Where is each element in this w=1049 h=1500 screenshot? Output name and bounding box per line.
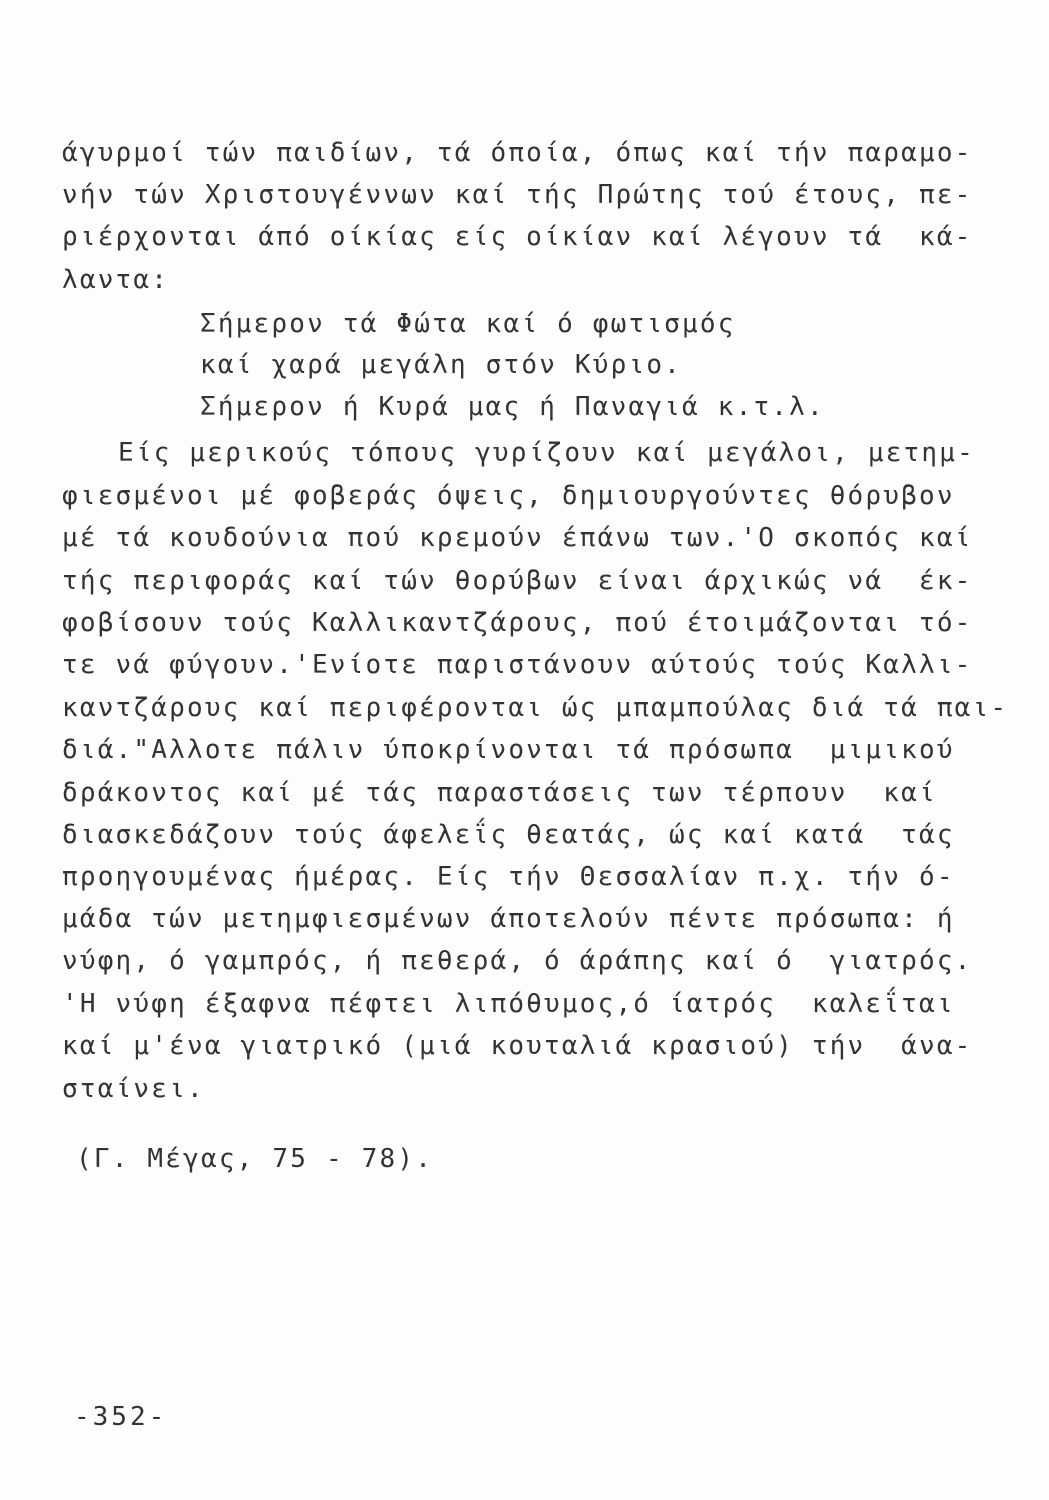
text-line: φοβίσουν τούς Καλλικαντζάρους, πού έτοιμάζονται τό- <box>62 608 973 638</box>
text-line: καντζάρους καί περιφέρονται ώς μπαμπούλας διά τά παι- <box>62 693 1009 723</box>
text-line: νύφη, ό γαμπρός, ή πεθερά, ό άράπης καί ό γιατρός. <box>62 946 973 976</box>
text-line: διά."Αλλοτε πάλιν ύποκρίνονται τά πρόσωπα μιμικού <box>62 735 955 765</box>
text-line: διασκεδάζουν τούς άφελεΐς θεατάς, ώς καί κατά τάς <box>62 820 955 850</box>
text-line: 'Η νύφη έξαφνα πέφτει λιπόθυμος,ό ίατρός καλεΐται <box>62 989 955 1019</box>
text-line: νήν τών Χριστουγέννων καί τής Πρώτης τού έτους, πε- <box>62 180 973 210</box>
page-number: -352- <box>74 1402 168 1432</box>
verse-line: Σήμερον τά Φώτα καί ό φωτισμός <box>200 309 736 339</box>
text-line: τε νά φύγουν.'Ενίοτε παριστάνουν αύτούς τούς Καλλι- <box>62 650 973 680</box>
text-line: σταίνει. <box>62 1074 205 1104</box>
text-line: ριέρχονται άπό οίκίας είς οίκίαν καί λέγουν τά κά- <box>62 222 973 252</box>
text-line: φιεσμένοι μέ φοβεράς όψεις, δημιουργούντες θόρυβον <box>62 481 955 511</box>
verse-line: Σήμερον ή Κυρά μας ή Παναγιά κ.τ.λ. <box>200 392 825 422</box>
text-line: προηγουμένας ήμέρας. Είς τήν Θεσσαλίαν π.χ. τήν ό- <box>62 862 955 892</box>
text-line: άγυρμοί τών παιδίων, τά όποία, όπως καί τήν παραμο- <box>62 138 973 168</box>
paragraph-first-line: Είς μερικούς τόπους γυρίζουν καί μεγάλοι, μετημ- <box>118 438 975 468</box>
text-line: καί μ'ένα γιατρικό (μιά κουταλιά κρασιού) τήν άνα- <box>62 1031 973 1061</box>
text-line: λαντα: <box>62 265 170 295</box>
text-line: δράκοντος καί μέ τάς παραστάσεις των τέρπουν καί <box>62 778 937 808</box>
text-line: μάδα τών μετημφιεσμένων άποτελούν πέντε πρόσωπα: ή <box>62 904 955 934</box>
citation: (Γ. Μέγας, 75 - 78). <box>76 1144 434 1174</box>
text-line: μέ τά κουδούνια πού κρεμούν έπάνω των.'Ο σκοπός καί <box>62 523 973 553</box>
verse-line: καί χαρά μεγάλη στόν Κύριο. <box>200 350 683 380</box>
text-line: τής περιφοράς καί τών θορύβων είναι άρχικώς νά έκ- <box>62 566 973 596</box>
